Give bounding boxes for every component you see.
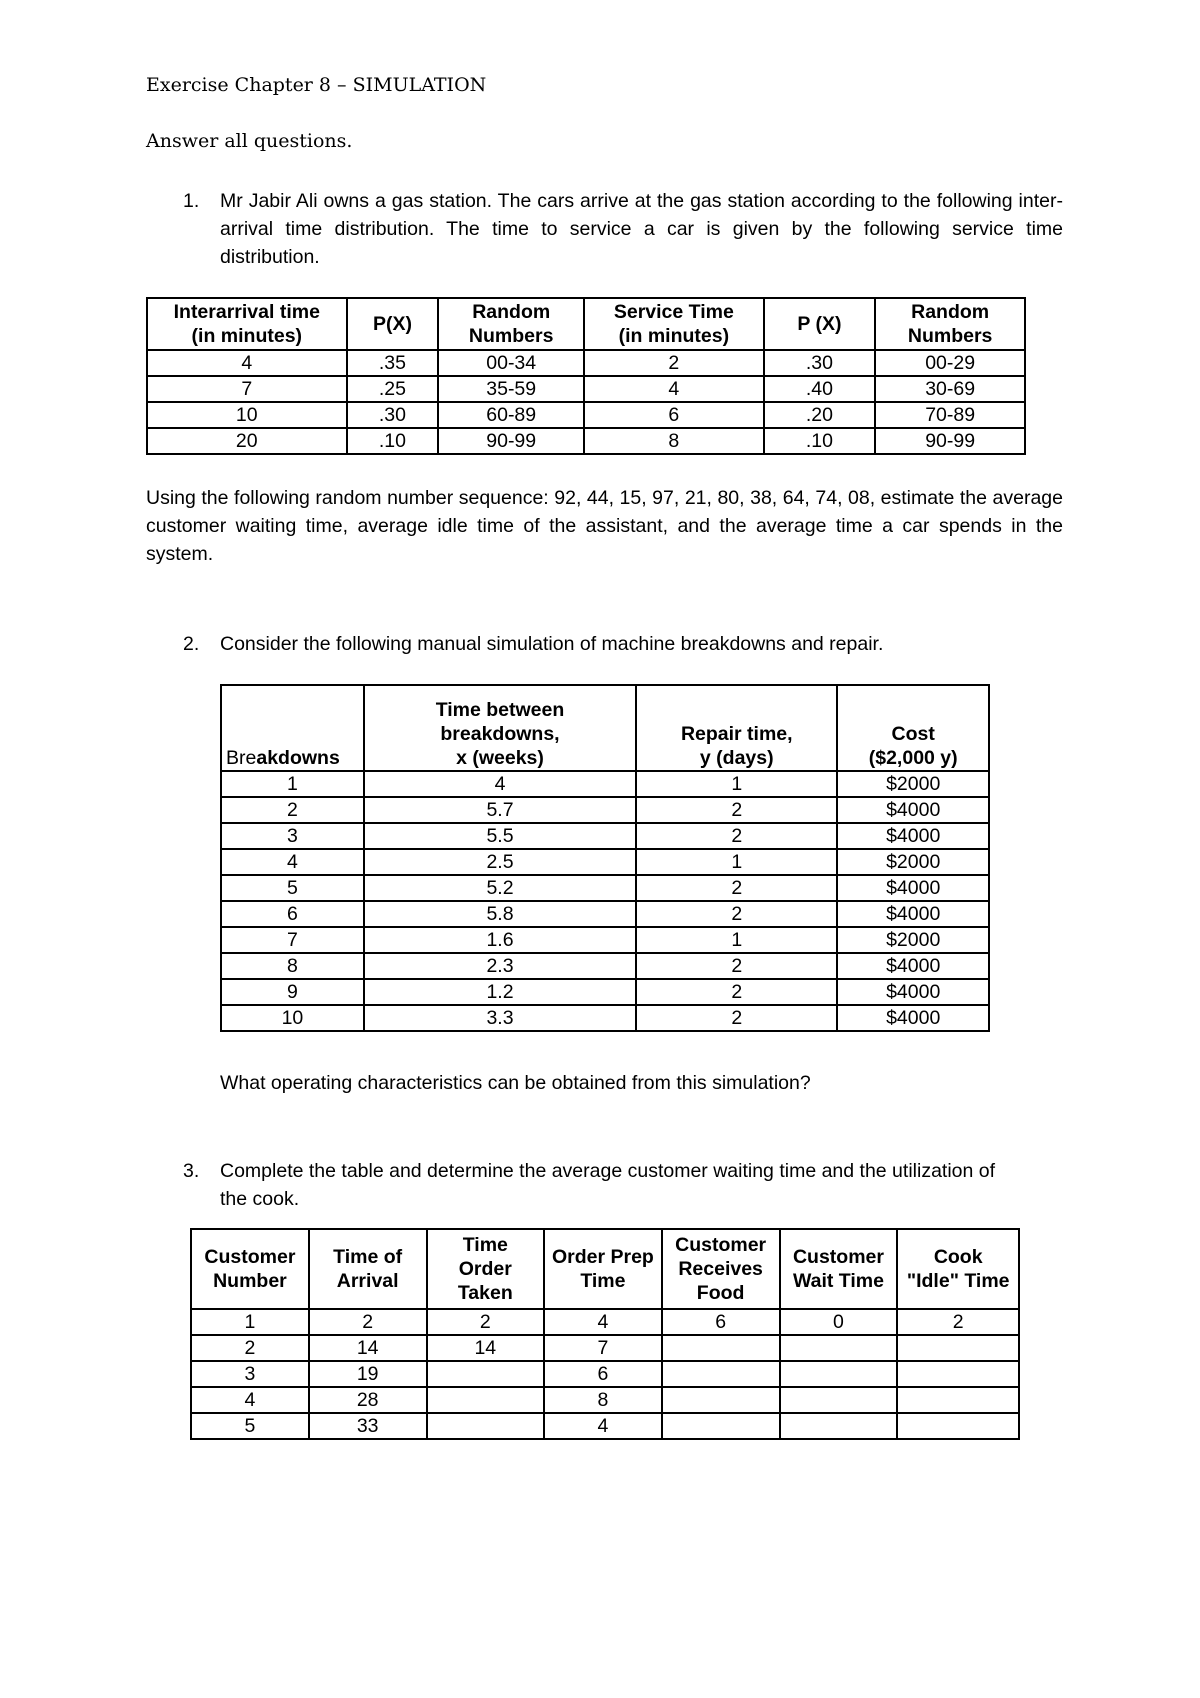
col-probability xyxy=(347,298,439,350)
table-row xyxy=(221,1005,989,1031)
table-row xyxy=(147,350,1025,376)
header-label: P (X) xyxy=(797,313,842,335)
table-cell: 8 xyxy=(221,953,364,979)
table-cell: 0 xyxy=(780,1309,898,1335)
table-cell: .10 xyxy=(764,428,876,454)
table-cell: 2.5 xyxy=(364,849,636,875)
question-text: Complete the table and determine the average customer waiting time and the utilization of the cook. xyxy=(220,1160,996,1210)
question-2 xyxy=(183,630,1063,660)
table-cell: 3 xyxy=(191,1361,309,1387)
table-cell: 70-89 xyxy=(875,402,1025,428)
table-cell: 1 xyxy=(636,927,837,953)
table-cell: 7 xyxy=(221,927,364,953)
table-header-row xyxy=(191,1229,1019,1309)
table-cell: .20 xyxy=(764,402,876,428)
table-header-row xyxy=(221,685,989,771)
col-time-between-breakdowns xyxy=(364,685,636,771)
col-random-numbers xyxy=(438,298,584,350)
table-cell: 4 xyxy=(364,771,636,797)
col-breakdowns xyxy=(221,685,364,771)
table-cell: 8 xyxy=(584,428,764,454)
col-service-time xyxy=(584,298,764,350)
table-cell: 4 xyxy=(544,1309,662,1335)
distribution-table xyxy=(146,297,1026,455)
table-cell: 2 xyxy=(636,1005,837,1031)
table-cell: 6 xyxy=(544,1361,662,1387)
col-order-prep-time xyxy=(544,1229,662,1309)
table-cell: 5.2 xyxy=(364,875,636,901)
table-cell: 2 xyxy=(191,1335,309,1361)
table-row xyxy=(221,875,989,901)
table-row xyxy=(221,953,989,979)
table-cell: 4 xyxy=(584,376,764,402)
table-cell: 90-99 xyxy=(875,428,1025,454)
col-cost xyxy=(837,685,989,771)
table-cell: 1 xyxy=(191,1309,309,1335)
question-1 xyxy=(183,187,1063,277)
table-cell: 4 xyxy=(147,350,347,376)
question-number: 2. xyxy=(183,633,200,655)
table-cell: 3 xyxy=(221,823,364,849)
table-cell: 10 xyxy=(221,1005,364,1031)
header-label: Time xyxy=(580,1270,626,1292)
table-cell: 2 xyxy=(636,979,837,1005)
table-cell: 00-34 xyxy=(438,350,584,376)
header-label: (in minutes) xyxy=(618,325,730,347)
table-cell: 9 xyxy=(221,979,364,1005)
table-cell: $4000 xyxy=(837,797,989,823)
table-cell: 8 xyxy=(544,1387,662,1413)
table-cell: $4000 xyxy=(837,953,989,979)
table-cell xyxy=(897,1387,1019,1413)
table-row xyxy=(191,1387,1019,1413)
col-time-order-taken xyxy=(427,1229,545,1309)
table-cell: 5.8 xyxy=(364,901,636,927)
table-cell: 2 xyxy=(584,350,764,376)
table-cell: 35-59 xyxy=(438,376,584,402)
question-number: 3. xyxy=(183,1160,200,1182)
table-cell xyxy=(780,1413,898,1439)
question-text: Mr Jabir Ali owns a gas station. The cars arrive at the gas station according to the following inter-arrival time distribution. The time to service a car is given by the following service time distribution. xyxy=(220,190,1063,268)
header-label: Arrival xyxy=(336,1270,399,1292)
cook-simulation-table xyxy=(190,1228,1020,1440)
header-label: Time of xyxy=(333,1246,403,1268)
table-cell: 2.3 xyxy=(364,953,636,979)
question-number: 1. xyxy=(183,190,200,212)
header-label: Receives xyxy=(678,1258,763,1280)
table-cell: $2000 xyxy=(837,849,989,875)
table-row xyxy=(221,849,989,875)
table-cell: 6 xyxy=(584,402,764,428)
breakdown-table xyxy=(220,684,990,1032)
table-cell: $4000 xyxy=(837,823,989,849)
table-cell: 4 xyxy=(544,1413,662,1439)
header-label: "Idle" Time xyxy=(906,1270,1010,1292)
question-text: Consider the following manual simulation of machine breakdowns and repair. xyxy=(220,633,884,655)
table-header-row xyxy=(147,298,1025,350)
table-cell xyxy=(780,1387,898,1413)
table-cell xyxy=(897,1361,1019,1387)
table-row xyxy=(147,402,1025,428)
header-label: akdowns xyxy=(256,747,340,769)
instruction-text: Answer all questions. xyxy=(146,130,353,152)
table-cell: 1 xyxy=(636,849,837,875)
table-cell: 2 xyxy=(636,953,837,979)
header-label: Random xyxy=(911,301,990,323)
table-row xyxy=(221,901,989,927)
table-row xyxy=(221,927,989,953)
header-label: breakdowns, xyxy=(440,723,560,745)
header-label: Customer xyxy=(204,1246,296,1268)
question-2-followup: What operating characteristics can be obtained from this simulation? xyxy=(220,1072,811,1094)
table-row xyxy=(221,797,989,823)
header-label: Time between xyxy=(435,699,565,721)
header-label: Order xyxy=(458,1258,512,1280)
table-cell: .35 xyxy=(347,350,439,376)
header-label: Food xyxy=(696,1282,745,1304)
table-cell: 2 xyxy=(309,1309,427,1335)
table-cell: 2 xyxy=(636,797,837,823)
table-cell xyxy=(897,1413,1019,1439)
table-cell: 1 xyxy=(636,771,837,797)
table-row xyxy=(191,1335,1019,1361)
header-label: Random xyxy=(472,301,551,323)
header-label: (in minutes) xyxy=(191,325,303,347)
table-cell: 28 xyxy=(309,1387,427,1413)
table-cell: 6 xyxy=(662,1309,780,1335)
header-label: y (days) xyxy=(699,747,774,769)
header-label: P(X) xyxy=(372,313,412,335)
table-cell xyxy=(427,1387,545,1413)
table-cell: $4000 xyxy=(837,1005,989,1031)
col-probability xyxy=(764,298,876,350)
table-cell: 1 xyxy=(221,771,364,797)
table-cell: 5 xyxy=(221,875,364,901)
table-cell: 4 xyxy=(221,849,364,875)
table-cell: 60-89 xyxy=(438,402,584,428)
table-cell: 20 xyxy=(147,428,347,454)
table-cell: 3.3 xyxy=(364,1005,636,1031)
col-repair-time xyxy=(636,685,837,771)
table-cell xyxy=(780,1335,898,1361)
header-label: Customer xyxy=(675,1234,767,1256)
header-label: Customer xyxy=(792,1246,884,1268)
table-row xyxy=(147,376,1025,402)
table-cell: 2 xyxy=(221,797,364,823)
table-cell xyxy=(662,1335,780,1361)
header-label: ($2,000 y) xyxy=(868,747,958,769)
table-cell: 6 xyxy=(221,901,364,927)
table-cell: $2000 xyxy=(837,771,989,797)
table-cell: 00-29 xyxy=(875,350,1025,376)
table-row xyxy=(221,771,989,797)
header-label: Repair time, xyxy=(680,723,793,745)
header-label: Cost xyxy=(891,723,935,745)
table-cell xyxy=(427,1361,545,1387)
col-customer-receives-food xyxy=(662,1229,780,1309)
table-cell: 19 xyxy=(309,1361,427,1387)
col-customer-wait-time xyxy=(780,1229,898,1309)
header-label: Wait Time xyxy=(792,1270,884,1292)
table-cell: 1.6 xyxy=(364,927,636,953)
table-row xyxy=(191,1309,1019,1335)
header-label: Numbers xyxy=(907,325,993,347)
header-label: Order Prep xyxy=(551,1246,654,1268)
page-heading: Exercise Chapter 8 – SIMULATION xyxy=(146,74,487,96)
question-1-followup: Using the following random number sequence: 92, 44, 15, 97, 21, 80, 38, 64, 74, 08, estimate the average customer waiting time, average idle time of the assistant, and the average time a car spends in the system. xyxy=(146,487,1063,565)
table-cell: 10 xyxy=(147,402,347,428)
table-cell: 5 xyxy=(191,1413,309,1439)
table-cell: 2 xyxy=(636,875,837,901)
table-row xyxy=(221,823,989,849)
header-label: Bre xyxy=(226,747,257,769)
table-cell: 14 xyxy=(427,1335,545,1361)
table-cell xyxy=(662,1387,780,1413)
table-cell: 5.5 xyxy=(364,823,636,849)
header-label: x (weeks) xyxy=(456,747,544,769)
table-cell: $2000 xyxy=(837,927,989,953)
header-label: Interarrival time xyxy=(173,301,320,323)
table-cell: .30 xyxy=(764,350,876,376)
table-cell: $4000 xyxy=(837,875,989,901)
table-cell xyxy=(780,1361,898,1387)
table-row xyxy=(221,979,989,1005)
table-cell: .30 xyxy=(347,402,439,428)
table-cell: 7 xyxy=(147,376,347,402)
table-cell xyxy=(662,1361,780,1387)
table-cell: 14 xyxy=(309,1335,427,1361)
table-cell: .25 xyxy=(347,376,439,402)
table-cell xyxy=(427,1413,545,1439)
table-cell: 33 xyxy=(309,1413,427,1439)
header-label: Numbers xyxy=(468,325,554,347)
table-cell: 2 xyxy=(897,1309,1019,1335)
table-cell: $4000 xyxy=(837,979,989,1005)
table-cell: 1.2 xyxy=(364,979,636,1005)
table-cell: .40 xyxy=(764,376,876,402)
col-customer-number xyxy=(191,1229,309,1309)
col-interarrival-time xyxy=(147,298,347,350)
question-3 xyxy=(183,1157,1063,1217)
table-row xyxy=(191,1413,1019,1439)
table-cell: 7 xyxy=(544,1335,662,1361)
table-row xyxy=(191,1361,1019,1387)
table-cell: 5.7 xyxy=(364,797,636,823)
table-row xyxy=(147,428,1025,454)
table-cell: 90-99 xyxy=(438,428,584,454)
header-label: Cook xyxy=(933,1246,983,1268)
table-cell xyxy=(662,1413,780,1439)
table-cell: 2 xyxy=(427,1309,545,1335)
table-cell xyxy=(897,1335,1019,1361)
table-cell: .10 xyxy=(347,428,439,454)
header-label: Taken xyxy=(457,1282,513,1304)
col-random-numbers xyxy=(875,298,1025,350)
col-cook-idle-time xyxy=(897,1229,1019,1309)
header-label: Time xyxy=(462,1234,508,1256)
col-time-of-arrival xyxy=(309,1229,427,1309)
table-cell: $4000 xyxy=(837,901,989,927)
header-label: Service Time xyxy=(613,301,734,323)
table-cell: 30-69 xyxy=(875,376,1025,402)
table-cell: 4 xyxy=(191,1387,309,1413)
table-cell: 2 xyxy=(636,901,837,927)
table-cell: 2 xyxy=(636,823,837,849)
header-label: Number xyxy=(213,1270,287,1292)
